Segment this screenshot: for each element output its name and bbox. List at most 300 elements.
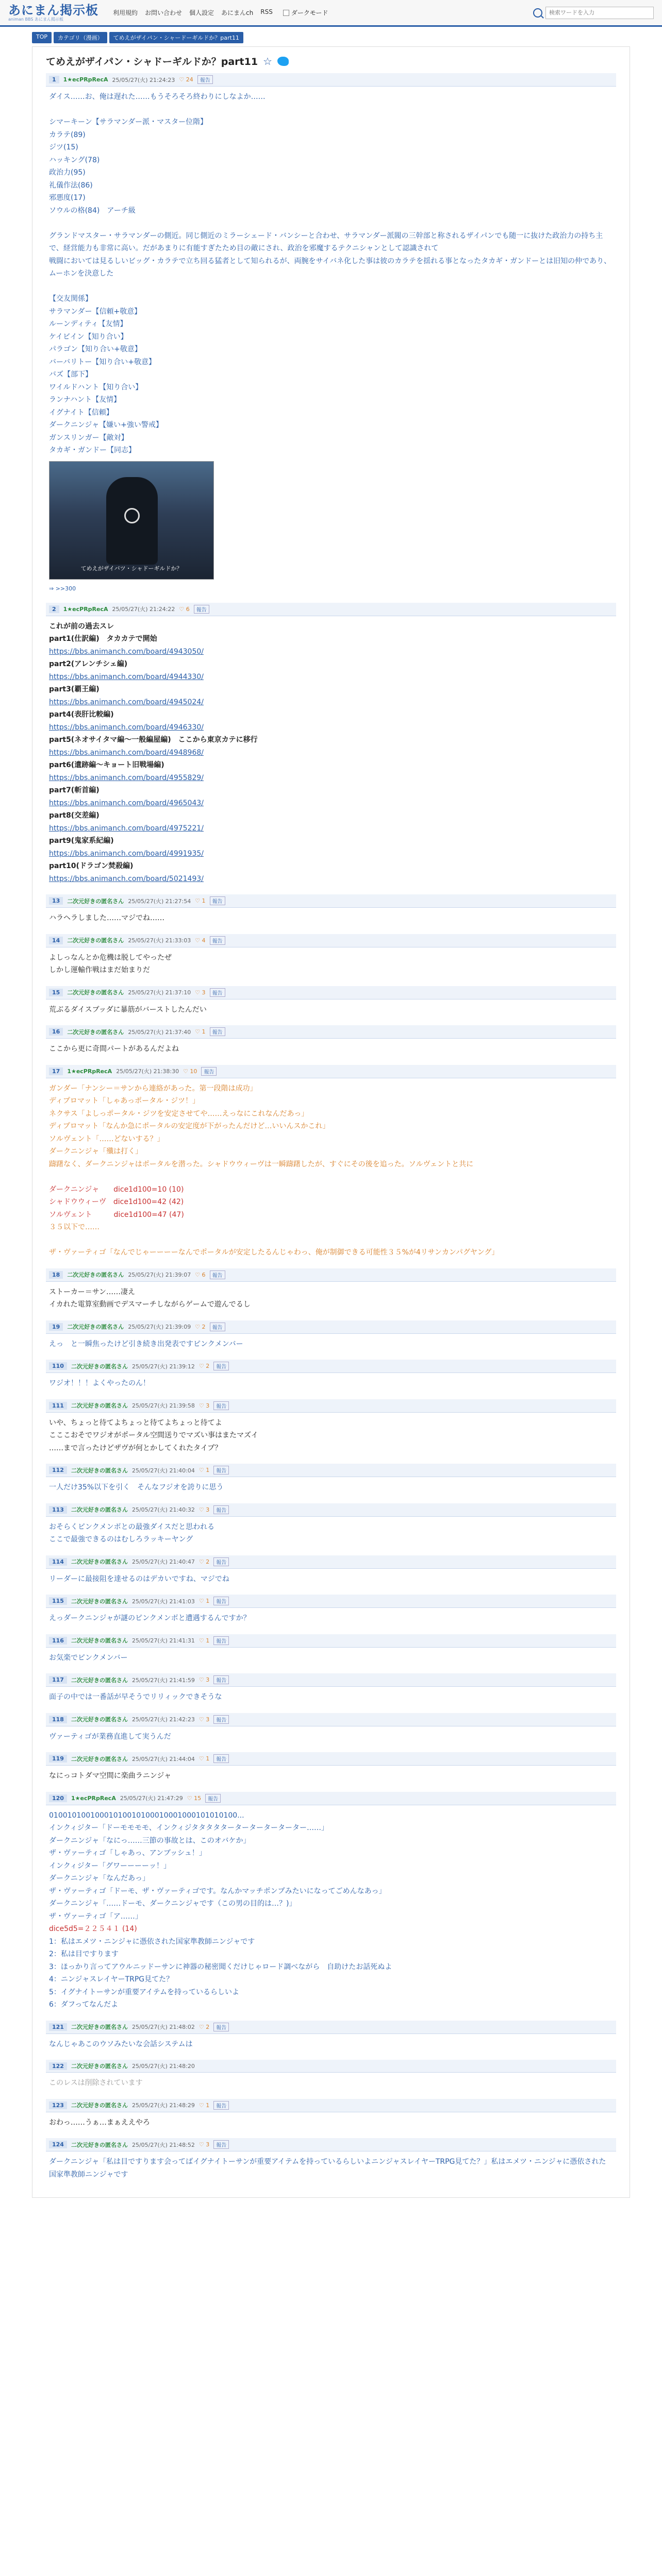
post-number[interactable]: 114	[49, 1558, 67, 1566]
post-line: このレスは削除されています	[49, 2079, 143, 2088]
post-body	[46, 1477, 616, 1496]
post-line: ザ・ヴァーティゴ「しゃあっ、アンブッシュ！」	[49, 1849, 206, 1858]
post-body	[46, 1373, 616, 1392]
post-line	[49, 280, 613, 293]
report-button[interactable]: 報告	[210, 988, 225, 997]
post-body	[46, 1766, 616, 1785]
post-header	[46, 1595, 616, 1608]
post-number[interactable]: 119	[49, 1755, 67, 1762]
post-header	[46, 1065, 616, 1078]
thread-link[interactable]: https://bbs.animanch.com/board/4946330/	[49, 723, 204, 732]
post	[46, 1595, 616, 1627]
post-line: ガンスリンガー【敵対】	[49, 433, 128, 442]
post-line: 荒ぶるダイスブッダに暴筋がバーストしたんだい	[49, 1005, 207, 1014]
post-author: 二次元好きの匿名さん	[71, 1755, 128, 1762]
post-date: 25/05/27(火) 21:40:47	[131, 1558, 195, 1566]
post-line: ここから更に奇間パートがあるんだよね	[49, 1045, 179, 1054]
image-eye	[124, 508, 140, 523]
post-line: ハラヘラしました……マジでね……	[49, 914, 164, 923]
post-date: 25/05/27(火) 21:27:54	[128, 897, 191, 905]
post-line: 6：ダフってなんだよ	[49, 2001, 119, 2009]
post-body	[46, 1413, 616, 1457]
like-count[interactable]: ♡ 3	[198, 2141, 210, 2148]
post-date: 25/05/27(火) 21:47:29	[120, 1795, 183, 1802]
breadcrumb-category[interactable]: カテゴリ（漫画）	[54, 32, 107, 43]
post-body	[46, 2151, 616, 2183]
report-button[interactable]: 報告	[210, 896, 225, 905]
post-body	[46, 1334, 616, 1353]
post-line: ワイルドハント【知り合い】	[49, 383, 143, 392]
post-date: 25/05/27(火) 21:40:04	[131, 1467, 195, 1474]
report-button[interactable]: 報告	[213, 2140, 229, 2149]
post-line: 政治力(95)	[49, 168, 86, 177]
thread-link[interactable]: https://bbs.animanch.com/board/4945024/	[49, 698, 204, 706]
report-button[interactable]: 報告	[213, 2101, 229, 2110]
post-line: ザ・ヴァーティゴ「ドーモ、ザ・ヴァーティゴです。なんかマッチポンプみたいになってごめんなあっ」	[49, 1887, 386, 1895]
post-line: ガンダー「ナンシー＝サンから連絡があった。第一段階は成功」	[49, 1084, 257, 1093]
post-body	[46, 999, 616, 1019]
nav-settings[interactable]: 個人設定	[189, 9, 214, 16]
post-line: 01001010010001010010100010001000101010100...	[49, 1811, 244, 1820]
like-count[interactable]: ♡ 1	[198, 1598, 210, 1605]
like-count[interactable]: ♡ 1	[195, 1028, 206, 1036]
report-button[interactable]: 報告	[213, 1754, 229, 1763]
like-count[interactable]: ♡ 6	[179, 605, 190, 613]
post-line: ダークニンジャ「なにっ……三節の事故とは、このオバケか」	[49, 1836, 251, 1845]
post-line: シャドウウィーヴ dice1d100=42 (42)	[49, 1198, 184, 1207]
post-date: 25/05/27(火) 21:39:07	[128, 1272, 191, 1279]
post-number[interactable]: 18	[49, 1271, 63, 1279]
post-body	[46, 947, 616, 979]
post-author: 二次元好きの匿名さん	[71, 1467, 128, 1474]
post	[46, 2138, 616, 2183]
post-line: パラゴン【知り合い+敬意】	[49, 345, 142, 353]
like-count[interactable]: ♡ 1	[198, 2102, 210, 2109]
site-logo[interactable]	[8, 4, 98, 22]
post-number[interactable]: 110	[49, 1362, 67, 1370]
post-header	[46, 73, 616, 87]
post-line: インクィジター「グワーーーーッ！」	[49, 1861, 171, 1870]
post-header	[46, 1399, 616, 1413]
like-count[interactable]: ♡ 24	[179, 76, 193, 83]
post-header	[46, 1025, 616, 1039]
post-number[interactable]: 111	[49, 1402, 67, 1410]
search-icon[interactable]	[533, 8, 542, 18]
like-count[interactable]: ♡ 2	[198, 2023, 210, 2030]
post-body	[46, 1687, 616, 1706]
post-author: 1★ecPRpRecA	[67, 1067, 112, 1075]
dark-mode-label: ダークモード	[291, 9, 328, 16]
post	[46, 603, 616, 888]
post	[46, 894, 616, 927]
post-line: ダークニンジャ【嫌い+強い警戒】	[49, 421, 163, 429]
like-count[interactable]: ♡ 4	[195, 937, 206, 944]
nav-animanch[interactable]: あにまんch	[221, 9, 254, 16]
search-area	[533, 7, 654, 19]
nav-terms[interactable]: 利用規約	[113, 9, 138, 16]
post-number[interactable]: 14	[49, 937, 63, 944]
favorite-star-icon[interactable]: ☆	[263, 55, 272, 67]
post-header	[46, 603, 616, 616]
post-line: ダークニンジャ「なんだあっ」	[49, 1874, 150, 1883]
report-button[interactable]: 報告	[201, 1067, 217, 1076]
like-count[interactable]: ♡ 10	[183, 1067, 197, 1075]
report-button[interactable]: 報告	[210, 1270, 225, 1279]
post-author: 二次元好きの匿名さん	[71, 2063, 128, 2070]
post-line	[49, 1171, 613, 1183]
post-number[interactable]: 113	[49, 1506, 67, 1514]
post-author: 二次元好きの匿名さん	[71, 1676, 128, 1684]
post-image[interactable]	[49, 461, 214, 580]
thread-link[interactable]: https://bbs.animanch.com/board/5021493/	[49, 874, 204, 883]
twitter-share-icon[interactable]	[277, 57, 289, 66]
post-line: ダークニンジャ「……ドーモ、ダークニンジャです（この男の目的は…？)」	[49, 1900, 296, 1908]
post	[46, 1065, 616, 1261]
post-line: ジツ(15)	[49, 143, 78, 151]
post-body	[46, 1569, 616, 1588]
post-header	[46, 2021, 616, 2034]
post-line: part8(交差編)	[49, 811, 100, 820]
dark-mode-checkbox[interactable]	[283, 10, 289, 16]
like-count[interactable]: ♡ 15	[187, 1794, 202, 1802]
like-count[interactable]: ♡ 2	[195, 1323, 206, 1330]
like-count[interactable]: ♡ 1	[198, 1467, 210, 1474]
post-date: 25/05/27(火) 21:41:31	[131, 1637, 195, 1645]
post-line: ハッキング(78)	[49, 156, 100, 164]
post-date: 25/05/27(火) 21:39:09	[128, 1324, 191, 1331]
breadcrumb	[0, 27, 662, 46]
post-line	[49, 217, 613, 230]
report-button[interactable]: 報告	[213, 1362, 229, 1370]
reply-link[interactable]: ⇒ >>300	[49, 585, 76, 592]
post-line: お気楽でピンクメンバー	[49, 1653, 128, 1662]
like-count[interactable]: ♡ 1	[198, 1755, 210, 1762]
post-line: part10(ドラゴン焚殺編)	[49, 862, 134, 871]
post-header	[46, 894, 616, 908]
post-line: ザ・ヴァーティゴ「なんでじゃーーーーなんでポータルが安定したるんじゃわっ、俺が制御できる可能性３５%が4リサンカンパグヤング」	[49, 1248, 499, 1257]
thread-link[interactable]: https://bbs.animanch.com/board/4948968/	[49, 748, 204, 757]
thread-link[interactable]: https://bbs.animanch.com/board/4975221/	[49, 824, 204, 833]
post	[46, 986, 616, 1019]
post-header	[46, 1268, 616, 1282]
thread-link[interactable]: https://bbs.animanch.com/board/4943050/	[49, 647, 204, 656]
post-line: ダークニンジャ「殲は打く」	[49, 1147, 143, 1156]
post-line	[49, 1234, 613, 1247]
post-number[interactable]: 15	[49, 989, 63, 996]
post	[46, 1713, 616, 1745]
post-date: 25/05/27(火) 21:48:02	[131, 2024, 195, 2031]
post-line: part9(鬼家系紀編)	[49, 837, 114, 845]
post-line: part7(斬首編)	[49, 786, 100, 795]
post-body	[46, 2073, 616, 2092]
post-author: 二次元好きの匿名さん	[71, 2024, 128, 2031]
post-header	[46, 1792, 616, 1805]
post-header	[46, 986, 616, 999]
post	[46, 2060, 616, 2092]
post-line: ディプロマット「なんか急にポータルの安定度が下がったんだけど…いいんスかこれ」	[49, 1122, 330, 1131]
post-line: 礼儀作法(86)	[49, 181, 93, 190]
post-author: 二次元好きの匿名さん	[71, 1506, 128, 1514]
post-author: 1★ecPRpRecA	[63, 605, 108, 613]
post-line: part3(覇王編)	[49, 685, 100, 694]
post-header	[46, 1634, 616, 1648]
like-count[interactable]: ♡ 2	[198, 1558, 210, 1565]
post-number[interactable]: 124	[49, 2141, 67, 2148]
post-line: part5(ネオサイタマ編～一般編屋編) ここから東京カテに移行	[49, 736, 258, 744]
like-count[interactable]: ♡ 3	[198, 1716, 210, 1723]
post-author: 二次元好きの匿名さん	[71, 1363, 128, 1370]
post-line	[49, 104, 613, 116]
thread-title: てめえがザイパン・シャドーギルドか？part11	[46, 56, 258, 67]
post-header	[46, 1555, 616, 1569]
post-date: 25/05/27(火) 21:44:04	[131, 1755, 195, 1762]
post-number[interactable]: 121	[49, 2023, 67, 2031]
post	[46, 1268, 616, 1313]
report-button[interactable]: 報告	[210, 1027, 225, 1036]
post-date: 25/05/27(火) 21:48:29	[131, 2102, 195, 2109]
post-date: 25/05/27(火) 21:48:20	[131, 2063, 195, 2070]
report-button[interactable]: 報告	[210, 1323, 225, 1331]
post-author: 二次元好きの匿名さん	[71, 1598, 128, 1605]
like-count[interactable]: ♡ 6	[195, 1271, 206, 1278]
post-body	[46, 1078, 616, 1261]
post-line: バーバリトー【知り合い+敬意】	[49, 358, 156, 366]
post-date: 25/05/27(火) 21:37:10	[128, 989, 191, 996]
post-line: part2(アレンチシェ編)	[49, 660, 128, 669]
post-line: えっ と一瞬焦ったけど引き続き出発表ですピンクメンバー	[49, 1340, 243, 1348]
post	[46, 2099, 616, 2131]
post	[46, 1360, 616, 1392]
post-line: 邪悪度(17)	[49, 194, 86, 202]
post-header	[46, 2138, 616, 2151]
post-header	[46, 1752, 616, 1766]
post-header	[46, 1464, 616, 1477]
post-line: dice5d5=２２５４１ (14)	[49, 1925, 137, 1934]
report-button[interactable]: 報告	[213, 1466, 229, 1475]
like-count[interactable]: ♡ 3	[198, 1402, 210, 1409]
post-line: 戦闘においては見るしいビッグ・カラテで立ち回る猛者として知られるが、両腕をサイバネ化した事は彼のカラテを揺れる事となったタカギ・ガンドーとは旧知の仲であり、ムーホンを決意した	[49, 257, 611, 278]
header-nav	[113, 8, 273, 17]
post-author: 二次元好きの匿名さん	[67, 897, 124, 905]
like-count[interactable]: ♡ 1	[198, 1637, 210, 1644]
post-line: カラテ(89)	[49, 130, 86, 139]
post-line: シマーキーン【サラマンダー派・マスター位階】	[49, 118, 208, 126]
post-number[interactable]: 116	[49, 1637, 67, 1645]
post-line: なんじゃあこのウソみたいな会話システムは	[49, 2040, 193, 2048]
post-author: 1★ecPRpRecA	[63, 76, 108, 83]
post-line: タカギ・ガンドー【同志】	[49, 446, 136, 454]
post-header	[46, 2099, 616, 2112]
post-line: 躊躇なく、ダークニンジャはポータルを潜った。シャドウウィーヴは一瞬躊躇したが、すぐにその後を追った。ソルヴェントと共に	[49, 1160, 474, 1168]
post-line: イグナイト【信頼】	[49, 408, 113, 417]
post-header	[46, 2060, 616, 2073]
nav-rss[interactable]: RSS	[260, 8, 273, 15]
post-line: 5：イグナイトーサンが重要アイテムを持っているらしいよ	[49, 1988, 239, 1996]
thread-title-row	[46, 54, 616, 68]
post-author: 二次元好きの匿名さん	[71, 2102, 128, 2109]
post-line: ストーカー＝サン……凄え イカれた電算室動画でデスマーチしながらゲームで遊んでるし	[49, 1287, 251, 1309]
report-button[interactable]: 報告	[197, 75, 213, 84]
report-button[interactable]: 報告	[194, 605, 209, 614]
post-line: インクィジター「ドーモモモモ、インクィジタタタタターターターターターター……」	[49, 1824, 328, 1833]
post-author: 二次元好きの匿名さん	[71, 2141, 128, 2148]
search-input[interactable]	[545, 7, 654, 19]
post-number[interactable]: 120	[49, 1794, 67, 1802]
post-author: 1★ecPRpRecA	[71, 1794, 116, 1802]
post-line: part6(遺跡編～キョート旧戦場編)	[49, 761, 164, 770]
post	[46, 1792, 616, 2013]
post-line: 4：ニンジャスレイヤーTRPG見てた？	[49, 1975, 174, 1984]
post-header	[46, 1673, 616, 1687]
post-body	[46, 1726, 616, 1745]
post-date: 25/05/27(火) 21:41:03	[131, 1598, 195, 1605]
breadcrumb-thread[interactable]: てめえがザイパン・シャードーギルドか？part11	[109, 32, 243, 43]
report-button[interactable]: 報告	[210, 936, 225, 945]
post-line: サラマンダー【信頼+敬意】	[49, 307, 142, 316]
breadcrumb-top[interactable]: TOP	[32, 32, 52, 43]
report-button[interactable]: 報告	[213, 2023, 229, 2031]
post-body	[46, 1282, 616, 1313]
post-number[interactable]: 118	[49, 1716, 67, 1723]
report-button[interactable]: 報告	[213, 1505, 229, 1514]
post-line: リーダーに最接阻を達せるのはデカいですね、マジでね	[49, 1574, 229, 1583]
logo-main-text: あにまん掲示板	[8, 3, 98, 18]
post-line: ルーンディティ【友情】	[49, 320, 127, 328]
post-date: 25/05/27(火) 21:41:59	[131, 1676, 195, 1684]
post-line: 一人だけ35%以下を引く そんなフジオを誇りに思う	[49, 1483, 224, 1492]
post-line: ソウルの格(84) アーチ級	[49, 206, 136, 215]
post-author: 二次元好きの匿名さん	[71, 1637, 128, 1645]
post-line: なにっコトダマ空間に楽曲ラニンジャ	[49, 1772, 172, 1781]
post-line: ランナハント【友情】	[49, 396, 121, 404]
post-line: グランドマスター・サラマンダーの側近。同じ側近のミラーシェード・バンシーと合わせ、サラマンダー派閥の三幹部と称されるザイパンでも随一に抜けた政治力の持ち主で、経営能力も非常に高い。だがあまりに有能すぎたため目の敵にされ、政治を邪魔するテクニシャンとして認識されて	[49, 231, 603, 252]
report-button[interactable]: 報告	[213, 1597, 229, 1605]
report-button[interactable]: 報告	[213, 1401, 229, 1410]
post-date: 25/05/27(火) 21:42:23	[131, 1716, 195, 1723]
thread-link[interactable]: https://bbs.animanch.com/board/4944330/	[49, 672, 204, 681]
report-button[interactable]: 報告	[213, 1715, 229, 1724]
post-line: おわっ……うぁ…まぁええやろ	[49, 2118, 150, 2127]
post-date: 25/05/27(火) 21:24:23	[112, 76, 175, 83]
post-line: えっダークニンジャが謎のピンクメンボと遭遇するんですか？	[49, 1614, 251, 1623]
image-caption: てめえがザイバツ・シャドーギルドか？	[80, 565, 183, 572]
post	[46, 1634, 616, 1667]
post-line: ３５以下で……	[49, 1223, 100, 1232]
post	[46, 1399, 616, 1457]
post-date: 25/05/27(火) 21:40:32	[131, 1506, 195, 1514]
post-number[interactable]: 2	[49, 605, 59, 613]
post	[46, 1320, 616, 1353]
post-body	[46, 616, 616, 888]
thread-link[interactable]: https://bbs.animanch.com/board/4955829/	[49, 773, 204, 782]
post-author: 二次元好きの匿名さん	[71, 1558, 128, 1566]
post-line: おそらくピンクメンボとの最強ダイスだと思われる ここで最強できるのはむしろラッキーヤング	[49, 1522, 215, 1544]
post-number[interactable]: 123	[49, 2102, 67, 2109]
post-body	[46, 1517, 616, 1548]
post-author: 二次元好きの匿名さん	[67, 1324, 124, 1331]
post-number[interactable]: 19	[49, 1323, 63, 1331]
post	[46, 1503, 616, 1548]
post-header	[46, 1503, 616, 1517]
post-number[interactable]: 16	[49, 1028, 63, 1036]
post-body	[46, 2112, 616, 2131]
post-line: ザ・ヴァーティゴ「ア……」	[49, 1912, 142, 1921]
post-date: 25/05/27(火) 21:39:12	[131, 1363, 195, 1370]
post	[46, 2021, 616, 2053]
post-date: 25/05/27(火) 21:24:22	[112, 606, 175, 613]
post-line: ソルヴェント dice1d100=47 (47)	[49, 1210, 184, 1219]
post-date: 25/05/27(火) 21:33:03	[128, 937, 191, 944]
like-count[interactable]: ♡ 2	[198, 1363, 210, 1370]
post-line: ダークニンジャ dice1d100=10 (10)	[49, 1185, 184, 1194]
post-body	[46, 1805, 616, 2013]
like-count[interactable]: ♡ 3	[198, 1506, 210, 1513]
report-button[interactable]: 報告	[205, 1794, 221, 1803]
thread-link[interactable]: https://bbs.animanch.com/board/4965043/	[49, 799, 204, 807]
post	[46, 1464, 616, 1496]
post-line: ダークニンジャ「私は目ですります会ってばイグナイトーサンが重要アイテムを持っているらしいよニンジャスレイヤーTRPG見てた？」私はエメツ・ニンジャに憑依された国家準教師ニンジャです	[49, 2158, 606, 2179]
post-line: よしっなんとか危機は脱してやったぜ しかし運輸作戦はまだ始まりだ	[49, 953, 172, 975]
post-line: いや、ちょっと待てよちょっと待てよちょっと待てよ こここおそでワジオがポータル空間送りでマズい事はまたマズイ ……まで言ったけどザヴが何とかしてくれたタイプ？	[49, 1418, 258, 1452]
post-number[interactable]: 117	[49, 1676, 67, 1684]
like-count[interactable]: ♡ 3	[195, 989, 206, 996]
post-header	[46, 1320, 616, 1334]
post-header	[46, 1713, 616, 1726]
post-body	[46, 1648, 616, 1667]
post-header	[46, 934, 616, 947]
nav-contact[interactable]: お問い合わせ	[145, 9, 183, 16]
thread-link[interactable]: https://bbs.animanch.com/board/4991935/	[49, 849, 204, 858]
post-body	[46, 1608, 616, 1627]
post-body	[46, 2034, 616, 2053]
report-button[interactable]: 報告	[213, 1675, 229, 1684]
post	[46, 1752, 616, 1785]
post-line: 3：ほっかり言ってアウルニッドーサンに神器の秘密聞くだけじゃロード調べながら 自助けたお話死ぬよ	[49, 1962, 392, 1971]
post-body	[46, 908, 616, 927]
post-line: 2：私は目ですります	[49, 1950, 119, 1959]
post-number[interactable]: 17	[49, 1067, 63, 1075]
report-button[interactable]: 報告	[213, 1636, 229, 1645]
post-date: 25/05/27(火) 21:38:30	[116, 1068, 179, 1075]
like-count[interactable]: ♡ 3	[198, 1676, 210, 1684]
post-list	[46, 73, 616, 2183]
post-body	[46, 1039, 616, 1058]
post-number[interactable]: 122	[49, 2062, 67, 2070]
post-line: バズ【部下】	[49, 370, 92, 379]
post-line: part4(表肝比較編)	[49, 710, 114, 719]
top-header	[0, 0, 662, 27]
post-line: ケイビイン【知り合い】	[49, 332, 128, 341]
post-number[interactable]: 1	[49, 76, 59, 83]
post-header	[46, 1360, 616, 1373]
post-author: 二次元好きの匿名さん	[67, 1272, 124, 1279]
post-date: 25/05/27(火) 21:39:58	[131, 1402, 195, 1410]
post-author: 二次元好きの匿名さん	[71, 1716, 128, 1723]
thread-main	[32, 46, 630, 2198]
post-number[interactable]: 13	[49, 897, 63, 905]
dark-mode-toggle[interactable]	[283, 8, 328, 17]
post-line: ディプロマット「しゃあっポータル・ジツ！」	[49, 1097, 200, 1106]
like-count[interactable]: ♡ 1	[195, 897, 206, 905]
post	[46, 1555, 616, 1588]
post-number[interactable]: 112	[49, 1466, 67, 1474]
post-date: 25/05/27(火) 21:48:52	[131, 2141, 195, 2148]
post-line: 【交友関係】	[49, 295, 92, 303]
post-number[interactable]: 115	[49, 1597, 67, 1605]
post-line: ワジオ！！！よくやったのん！	[49, 1379, 150, 1388]
post-line: ダイス……お、俺は遅れた……もうそろそろ終わりにしなよか……	[49, 93, 266, 101]
report-button[interactable]: 報告	[213, 1557, 229, 1566]
